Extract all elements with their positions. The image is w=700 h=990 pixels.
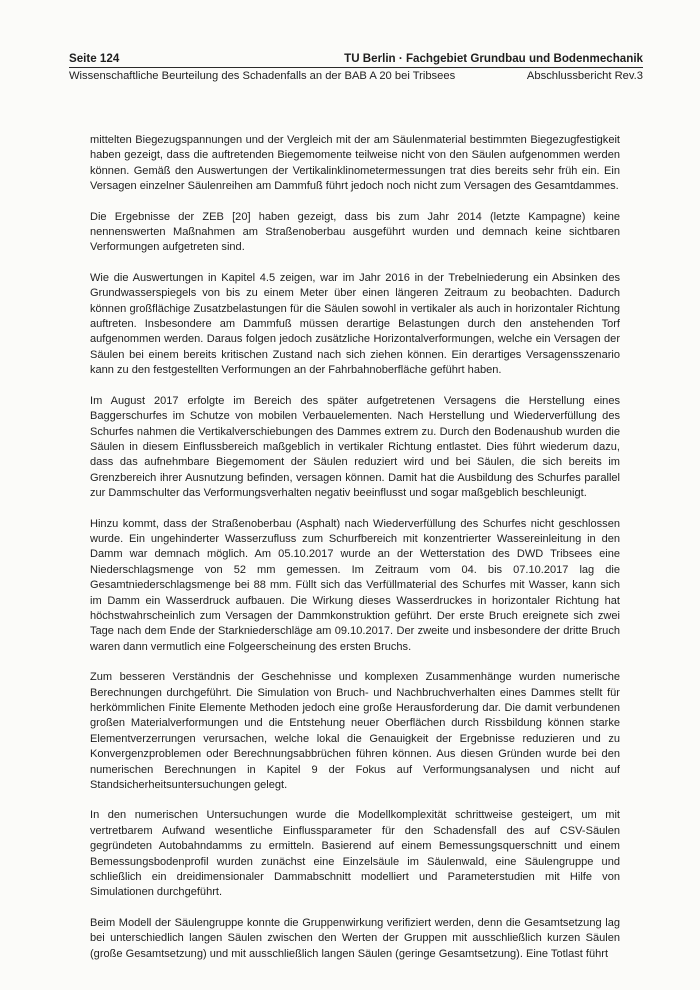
page-header xyxy=(69,52,643,83)
paragraph-7: In den numerischen Untersuchungen wurde die Modellkomplexität schrittweise gesteigert, um mit vertretbarem Aufwand wesentliche Einflussparameter für den Schadensfall des auf CSV-Säulen gegründeten Autobahndamms zu ermitteln. Basierend auf einem Bemessungsquerschnitt und einem Bemessungsbodenprofil wurden zunächst eine Einzelsäule im Säulenwald, eine Säulengruppe und schließlich ein dreidimensionaler Dammabschnitt modelliert und Parameterstudien mit Hilfe von Simulationen durchgeführt. xyxy=(90,809,620,899)
page-number: Seite 124 xyxy=(69,52,120,65)
paragraph-2: Die Ergebnisse der ZEB [20] haben gezeigt, dass bis zum Jahr 2014 (letzte Kampagne) keine nennenswerten Maßnahmen am Straßenoberbau ausgeführt wurden und demnach keine sichtbaren Verformungen aufgetreten sind. xyxy=(90,210,620,254)
report-version: Abschlussbericht Rev.3 xyxy=(526,70,643,82)
paragraph-4: Im August 2017 erfolgte im Bereich des später aufgetretenen Versagens die Herstellung eines Baggerschurfes im Schutze von mobilen Verbauelementen. Nach Herstellung und Wiederverfüllung des Schurfes nahmen die Vertikalverschiebungen des Dammes extrem zu. Durch den Bodenaushub wurden die Säulen in diesem Einflussbereich maßgeblich in vertikaler Richtung entlastet. Dies führt wiederum dazu, dass das aufnehmbare Biegemoment der Säulen reduziert wird und bei Säulen, die sich bereits im Grenzbereich ihrer Ausnutzung befinden, versagen können. Damit hat die Ausbildung des Schurfes parallel zur Dammschulter das Verformungsverhalten negativ beeinflusst und sogar maßgeblich beschleunigt. xyxy=(90,394,620,500)
paragraph-8: Beim Modell der Säulengruppe konnte die Gruppenwirkung verifiziert werden, denn die Gesamtsetzung lag bei unterschiedlich langen Säulen zwischen den Werten der Gruppen mit ausschließlich kurzen Säulen (große Gesamtsetzung) und mit ausschließlich langen Säulen (geringe Gesamtsetzung). Eine Totlast führt xyxy=(90,916,620,960)
paragraph-5: Hinzu kommt, dass der Straßenoberbau (Asphalt) nach Wiederverfüllung des Schurfes nicht geschlossen wurde. Ein ungehinderter Wasserzufluss zum Schurfbereich mit konzentrierter Wassereinleitung in den Damm war demnach möglich. Am 05.10.2017 wurde an der Wetterstation des DWD Tribsees eine Niederschlagsmenge von 52 mm gemessen. Im Zeitraum vom 04. bis 07.10.2017 lag die Gesamtniederschlagsmenge bei 88 mm. Füllt sich das Verfüllmaterial des Schurfes mit Wasser, kann sich im Damm ein Wasserdruck aufbauen. Die Wirkung dieses Wasserdruckes in horizontaler Richtung hat höchstwahrscheinlich zum Versagen der Dammkonstruktion geführt. Der erste Bruch ereignete sich zwei Tage nach dem Ende der Starkniederschläge am 09.10.2017. Der zweite und insbesondere der dritte Bruch waren dann vermutlich eine Folgeerscheinung des ersten Bruchs. xyxy=(90,517,620,653)
paragraph-3: Wie die Auswertungen in Kapitel 4.5 zeigen, war im Jahr 2016 in der Trebelniederung ein Absinken des Grundwasserspiegels von bis zu einem Meter über einen längeren Zeitraum zu beobachten. Dadurch können großflächige Zusatzbelastungen für die Säulen sowohl in vertikaler als auch in horizontaler Richtung auftreten. Insbesondere am Dammfuß müssen derartige Belastungen durch den anstehenden Torf aufgenommen werden. Daraus folgen jedoch zusätzliche Horizontalverformungen, welche ein Versagen der Säulen bei einem bereits kritischen Zustand nach sich ziehen können. Ein derartiges Versagensszenario kann zu den festgestellten Verformungen an der Fahrbahnoberfläche geführt haben. xyxy=(90,271,620,377)
paragraph-6: Zum besseren Verständnis der Geschehnisse und komplexen Zusammenhänge wurden numerische Berechnungen durchgeführt. Die Simulation von Bruch- und Nachbruchverhalten eines Dammes stellt für herkömmlichen Finite Elemente Methoden jedoch eine große Herausforderung dar. Die damit verbundenen großen Materialverformungen und die Entstehung neuer Oberflächen durch Rissbildung können starke Elementverzerrungen verursachen, welche lokal die Genauigkeit der Ergebnisse reduzieren und zu Konvergenzproblemen oder Berechnungsabbrüchen führen können. Aus diesen Gründen wurde bei den numerischen Berechnungen in Kapitel 9 der Fokus auf Verformungsanalysen und nicht auf Standsicherheitsuntersuchungen gelegt. xyxy=(90,671,620,792)
paragraph-1: mittelten Biegezugspannungen und der Vergleich mit der am Säulenmaterial bestimmten Biegezugfestigkeit haben gezeigt, dass die auftretenden Biegemomente teilweise nicht von den Säulen aufgenommen werden können. Gemäß den Auswertungen der Vertikalinklinometermessungen trat dies bereits sehr früh ein. Ein Versagen einzelner Säulenreihen am Dammfuß führt jedoch noch nicht zum Versagen des Gesamtdammes. xyxy=(90,134,620,193)
page-body xyxy=(90,133,620,977)
institution-title: TU Berlin · Fachgebiet Grundbau und Bodenmechanik xyxy=(344,52,643,65)
header-rule xyxy=(69,67,643,68)
document-subtitle: Wissenschaftliche Beurteilung des Schadenfalls an der BAB A 20 bei Tribsees xyxy=(69,70,456,82)
